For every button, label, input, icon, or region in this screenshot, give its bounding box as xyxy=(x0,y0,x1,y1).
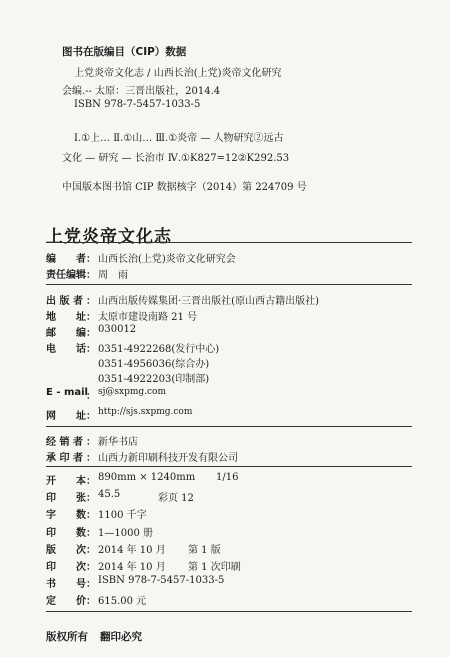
row-value: 太原市建设南路 21 号 xyxy=(98,312,198,323)
cip-line: 文化 — 研究 — 长治市 Ⅳ.①K827=12②K292.53 xyxy=(62,153,290,164)
row-label: 印 次 xyxy=(46,562,86,573)
row-value: 890mm × 1240mm xyxy=(98,472,196,483)
divider xyxy=(46,611,412,612)
cip-line: 会编.-- 太原：三晋出版社，2014.4 xyxy=(62,86,221,97)
cip-line: Ⅰ.①上… Ⅱ.①山… Ⅲ.①炎帝 — 人物研究②远古 xyxy=(74,133,284,144)
divider xyxy=(46,284,412,285)
row-label: 印 数 xyxy=(46,528,86,539)
row-label: 地 址 xyxy=(46,312,86,323)
copyright-left: 版权所有 xyxy=(46,631,88,643)
row-value: 2014 年 10 月 xyxy=(98,562,166,573)
row-label: 网 址 xyxy=(46,411,86,422)
row-extra: 第 1 版 xyxy=(188,545,221,556)
row-label: 书 号 xyxy=(46,579,86,590)
row-label: 电 话 xyxy=(46,344,86,355)
cip-heading: 图书在版编目（CIP）数据 xyxy=(62,46,187,58)
row-value: 1—1000 册 xyxy=(98,528,153,539)
row-label: 经 销 者 xyxy=(46,437,83,448)
row-label: 责任编辑 xyxy=(46,270,86,281)
row-value: 0351-4956036(综合办) xyxy=(98,359,210,370)
row-value: 615.00 元 xyxy=(98,596,147,607)
cip-line: 中国版本图书馆 CIP 数据核字（2014）第 224709 号 xyxy=(62,182,307,193)
row-label: 字 数 xyxy=(46,510,86,521)
row-value: 0351-4922268(发行中心) xyxy=(98,344,220,355)
row-value: 0351-4922203(印制部) xyxy=(98,374,210,385)
row-extra: 第 1 次印刷 xyxy=(188,562,241,573)
row-label: 开 本 xyxy=(46,476,86,487)
cip-line: 上党炎帝文化志 / 山西长治(上党)炎帝文化研究 xyxy=(74,68,282,79)
row-label: 印 张 xyxy=(46,493,86,504)
copyright-page: 图书在版编目（CIP）数据 上党炎帝文化志 / 山西长治(上党)炎帝文化研究 会编.-- 太原：三晋出版社，2014.4 ISBN 978-7-5457-1033-5 Ⅰ.①上… Ⅱ.①山… Ⅲ.①炎帝 — 人物研究②远古 文化 — 研究 — 长治市 Ⅳ.①K827=12②K292.53 中国版本图书馆 CIP 数据核字（2014）第 224709 号 上党炎帝文化志 编 者 ： 山西长治(上党)炎帝文化研究会 责任编辑 ： 周 雨 出 版 者 ： 山西出版传媒集团·三晋出版社(原山西古籍出版社) 地 址 ： 太原市建设南路 21 号 邮 编 ： 030012 电 话 ： 0351-4922268(发行中心) 0351-4956036(综合办) 0351-4922203(印制部) E - mail ： sj@sxpmg.com 网 址 ： http://sjs.sxpmg.com 经 销 者 ： 新华书店 承 印 者 ： 山西力新印刷科技开发有限公司 开 本 ： 890mm × 1240mm 1/16 印 张 ： 45.5 彩页 12 字 数 ： 1100 千字 印 数 ： 1—1000 册 版 次 ： 2014 年 10 月 第 1 版 印 次 ： 2014 年 10 月 第 1 次印刷 书 号 ： ISBN 978-7-5457-1033-5 定 价 ： 615.00 元 版权所有 翻印必究 xyxy=(0,0,450,657)
copyright-notice xyxy=(46,629,142,644)
row-value: 1100 千字 xyxy=(98,510,147,521)
row-label: 承 印 者 xyxy=(46,453,83,464)
divider xyxy=(46,242,412,243)
row-label: 编 者 xyxy=(46,254,86,265)
row-value: 山西长治(上党)炎帝文化研究会 xyxy=(98,254,236,265)
row-value: 周 雨 xyxy=(98,270,128,281)
row-value: sj@sxpmg.com xyxy=(98,387,167,397)
row-extra: 1/16 xyxy=(216,472,239,483)
row-label: 定 价 xyxy=(46,596,86,607)
row-label: 版 次 xyxy=(46,545,86,556)
row-value: 新华书店 xyxy=(98,437,138,448)
row-extra: 彩页 12 xyxy=(158,493,194,504)
cip-line: ISBN 978-7-5457-1033-5 xyxy=(74,99,201,110)
row-value: 山西力新印刷科技开发有限公司 xyxy=(98,453,238,464)
book-title: 上党炎帝文化志 xyxy=(46,227,172,247)
copyright-right: 翻印必究 xyxy=(100,631,142,643)
row-value: ISBN 978-7-5457-1033-5 xyxy=(98,575,225,586)
row-value: http://sjs.sxpmg.com xyxy=(98,407,193,417)
divider xyxy=(46,426,412,427)
row-label: 出 版 者 xyxy=(46,296,83,307)
row-value: 45.5 xyxy=(98,489,121,500)
row-label: 邮 编 xyxy=(46,328,86,339)
row-value: 030012 xyxy=(98,324,137,335)
row-value: 2014 年 10 月 xyxy=(98,545,166,556)
row-label: E - mail xyxy=(46,387,88,398)
row-value: 山西出版传媒集团·三晋出版社(原山西古籍出版社) xyxy=(98,296,319,307)
divider xyxy=(46,466,412,467)
